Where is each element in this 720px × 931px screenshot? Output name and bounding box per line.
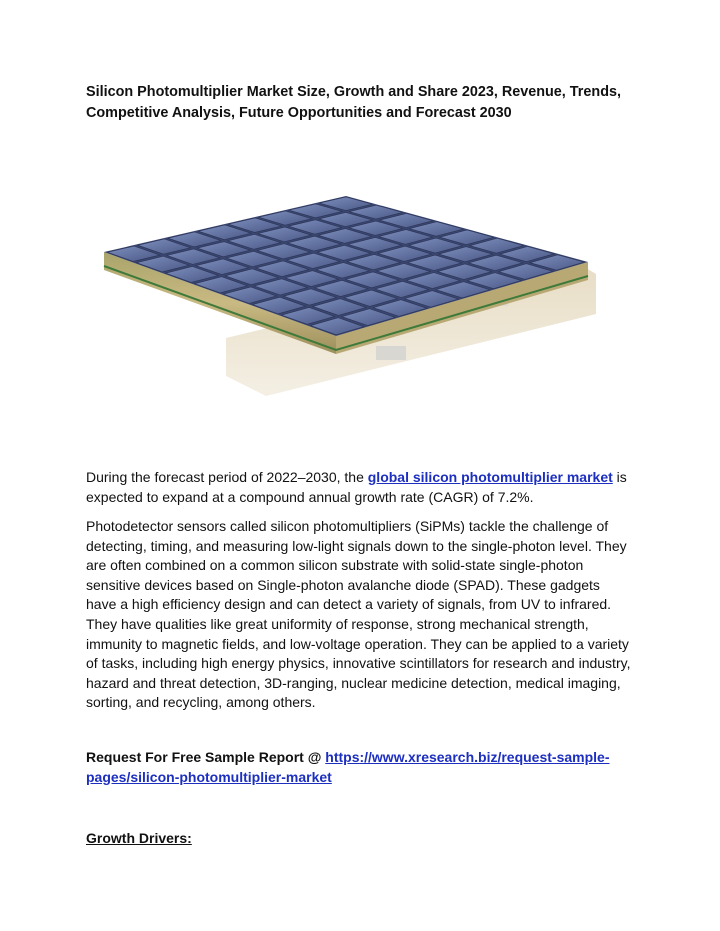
sipm-array-image bbox=[96, 196, 600, 398]
body-line: detecting, timing, and measuring low-light signals down to the single-photon level. They bbox=[86, 537, 627, 554]
request-sample-link-continued[interactable]: pages/silicon-photomultiplier-market bbox=[86, 768, 332, 785]
body-line: immunity to magnetic fields, and low-voltage operation. They can be applied to a variety bbox=[86, 635, 629, 652]
body-line: sensitive devices based on Single-photon avalanche diode (SPAD). These gadgets bbox=[86, 576, 600, 593]
body-line: hazard and threat detection, 3D-ranging, nuclear medicine detection, medical imaging, bbox=[86, 674, 621, 691]
intro-line-1 bbox=[86, 468, 646, 488]
request-line-2 bbox=[86, 768, 646, 788]
title-line-1: Silicon Photomultiplier Market Size, Growth and Share 2023, Revenue, Trends, bbox=[86, 84, 621, 100]
request-label: Request For Free Sample Report @ bbox=[86, 749, 326, 765]
intro-text-after: is bbox=[612, 469, 627, 485]
body-line: Photodetector sensors called silicon photomultipliers (SiPMs) tackle the challenge of bbox=[86, 518, 609, 534]
request-sample-link[interactable]: https://www.xresearch.biz/request-sample- bbox=[325, 749, 610, 765]
intro-line-2: expected to expand at a compound annual growth rate (CAGR) of 7.2%. bbox=[86, 488, 534, 505]
growth-drivers-heading bbox=[86, 829, 646, 849]
request-sample-paragraph bbox=[86, 748, 646, 787]
body-line: sorting, and recycling, among others. bbox=[86, 694, 316, 711]
growth-drivers-text: Growth Drivers: bbox=[86, 830, 192, 846]
body-paragraph bbox=[86, 517, 646, 713]
document-title bbox=[86, 82, 646, 124]
body-line: are often combined on a common silicon substrate with solid-state single-photon bbox=[86, 557, 584, 574]
body-line: of tasks, including high energy physics, innovative scintillators for research and industry, bbox=[86, 655, 631, 672]
request-line-1 bbox=[86, 748, 646, 768]
body-line: have a high efficiency design and can detect a variety of signals, from UV to infrared. bbox=[86, 596, 612, 613]
title-line-2: Competitive Analysis, Future Opportunities and Forecast 2030 bbox=[86, 105, 512, 121]
body-line: They have qualities like great uniformity of response, strong mechanical strength, bbox=[86, 615, 589, 632]
market-report-link[interactable]: global silicon photomultiplier market bbox=[367, 469, 613, 485]
intro-text-before: During the forecast period of 2022–2030, the bbox=[86, 469, 368, 485]
intro-paragraph bbox=[86, 468, 646, 507]
